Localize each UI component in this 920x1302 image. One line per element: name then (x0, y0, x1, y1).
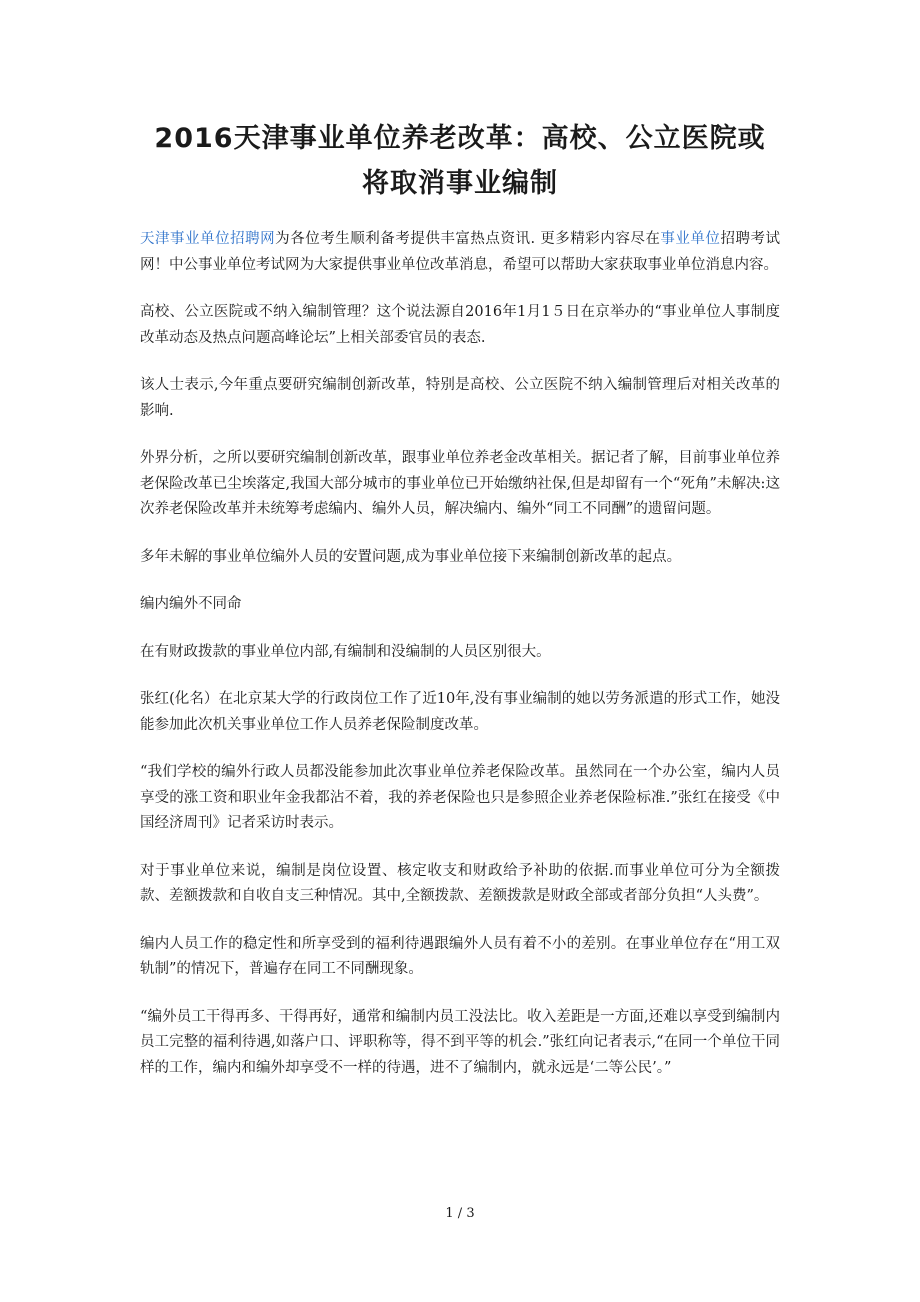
intro-paragraph (140, 227, 780, 278)
title-line-2: 将取消事业编制 (362, 168, 558, 199)
intro-text-1: 为各位考生顺利备考提供丰富热点资讯. 更多精彩内容尽在 (275, 231, 661, 247)
site-link[interactable]: 天津事业单位招聘网 (140, 231, 276, 247)
paragraph: 高校、公立医院或不纳入编制管理？这个说法源自2016年1月1５日在京举办的“事业单位人事制度改革动态及热点问题高峰论坛”上相关部委官员的表态. (140, 304, 780, 346)
paragraph: “编外员工干得再多、干得再好，通常和编制内员工没法比。收入差距是一方面,还难以享受到编制内员工完整的福利待遇,如落户口、评职称等，得不到平等的机会.”张红向记者表示,“在同一个单位干同样的工作，编内和编外却享受不一样的待遇，进不了编制内，就永远是‘二等公民’。” (140, 1008, 780, 1076)
article-body (140, 227, 780, 1103)
paragraph: “我们学校的编外行政人员都没能参加此次事业单位养老保险改革。虽然同在一个办公室，编内人员享受的涨工资和职业年金我都沾不着，我的养老保险也只是参照企业养老保险标准.”张红在接受《中国经济周刊》记者采访时表示。 (140, 764, 780, 831)
paragraph: 编内人员工作的稳定性和所享受到的福利待遇跟编外人员有着不小的差别。在事业单位存在“用工双轨制”的情况下，普遍存在同工不同酬现象。 (140, 935, 780, 977)
paragraph: 多年未解的事业单位编外人员的安置问题,成为事业单位接下来编制创新改革的起点。 (140, 548, 682, 565)
paragraph: 外界分析，之所以要研究编制创新改革，跟事业单位养老金改革相关。据记者了解，目前事业单位养老保险改革已尘埃落定,我国大部分城市的事业单位已开始缴纳社保,但是却留有一个“死角”未解决:这次养老保险改革并未统筹考虑编内、编外人员，解决编内、编外“同工不同酬”的遗留问题。 (140, 450, 780, 517)
paragraph: 在有财政拨款的事业单位内部,有编制和没编制的人员区别很大。 (140, 643, 551, 660)
paragraph: 对于事业单位来说，编制是岗位设置、核定收支和财政给予补助的依据.而事业单位可分为全额拨款、差额拨款和自收自支三种情况。其中,全额拨款、差额拨款是财政全部或者部分负担“人头费”。 (140, 862, 780, 904)
category-link[interactable]: 事业单位 (660, 231, 721, 247)
intro-text-2: 招聘考试网！中公事业单位考试网为大家提供事业单位改革消息，希望可以帮助大家获取事业单位消息内容。 (140, 231, 781, 273)
title-line-1: 2016天津事业单位养老改革：高校、公立医院或 (154, 123, 766, 154)
paragraph: 该人士表示,今年重点要研究编制创新改革，特别是高校、公立医院不纳入编制管理后对相关改革的影响. (140, 377, 780, 419)
paragraph: 张红(化名）在北京某大学的行政岗位工作了近10年,没有事业编制的她以劳务派遣的形式工作，她没能参加此次机关事业单位工作人员养老保险制度改革。 (140, 691, 780, 733)
document-title (140, 116, 780, 206)
section-heading: 编内编外不同命 (140, 596, 242, 612)
page-number: 1 / 3 (445, 1206, 475, 1221)
